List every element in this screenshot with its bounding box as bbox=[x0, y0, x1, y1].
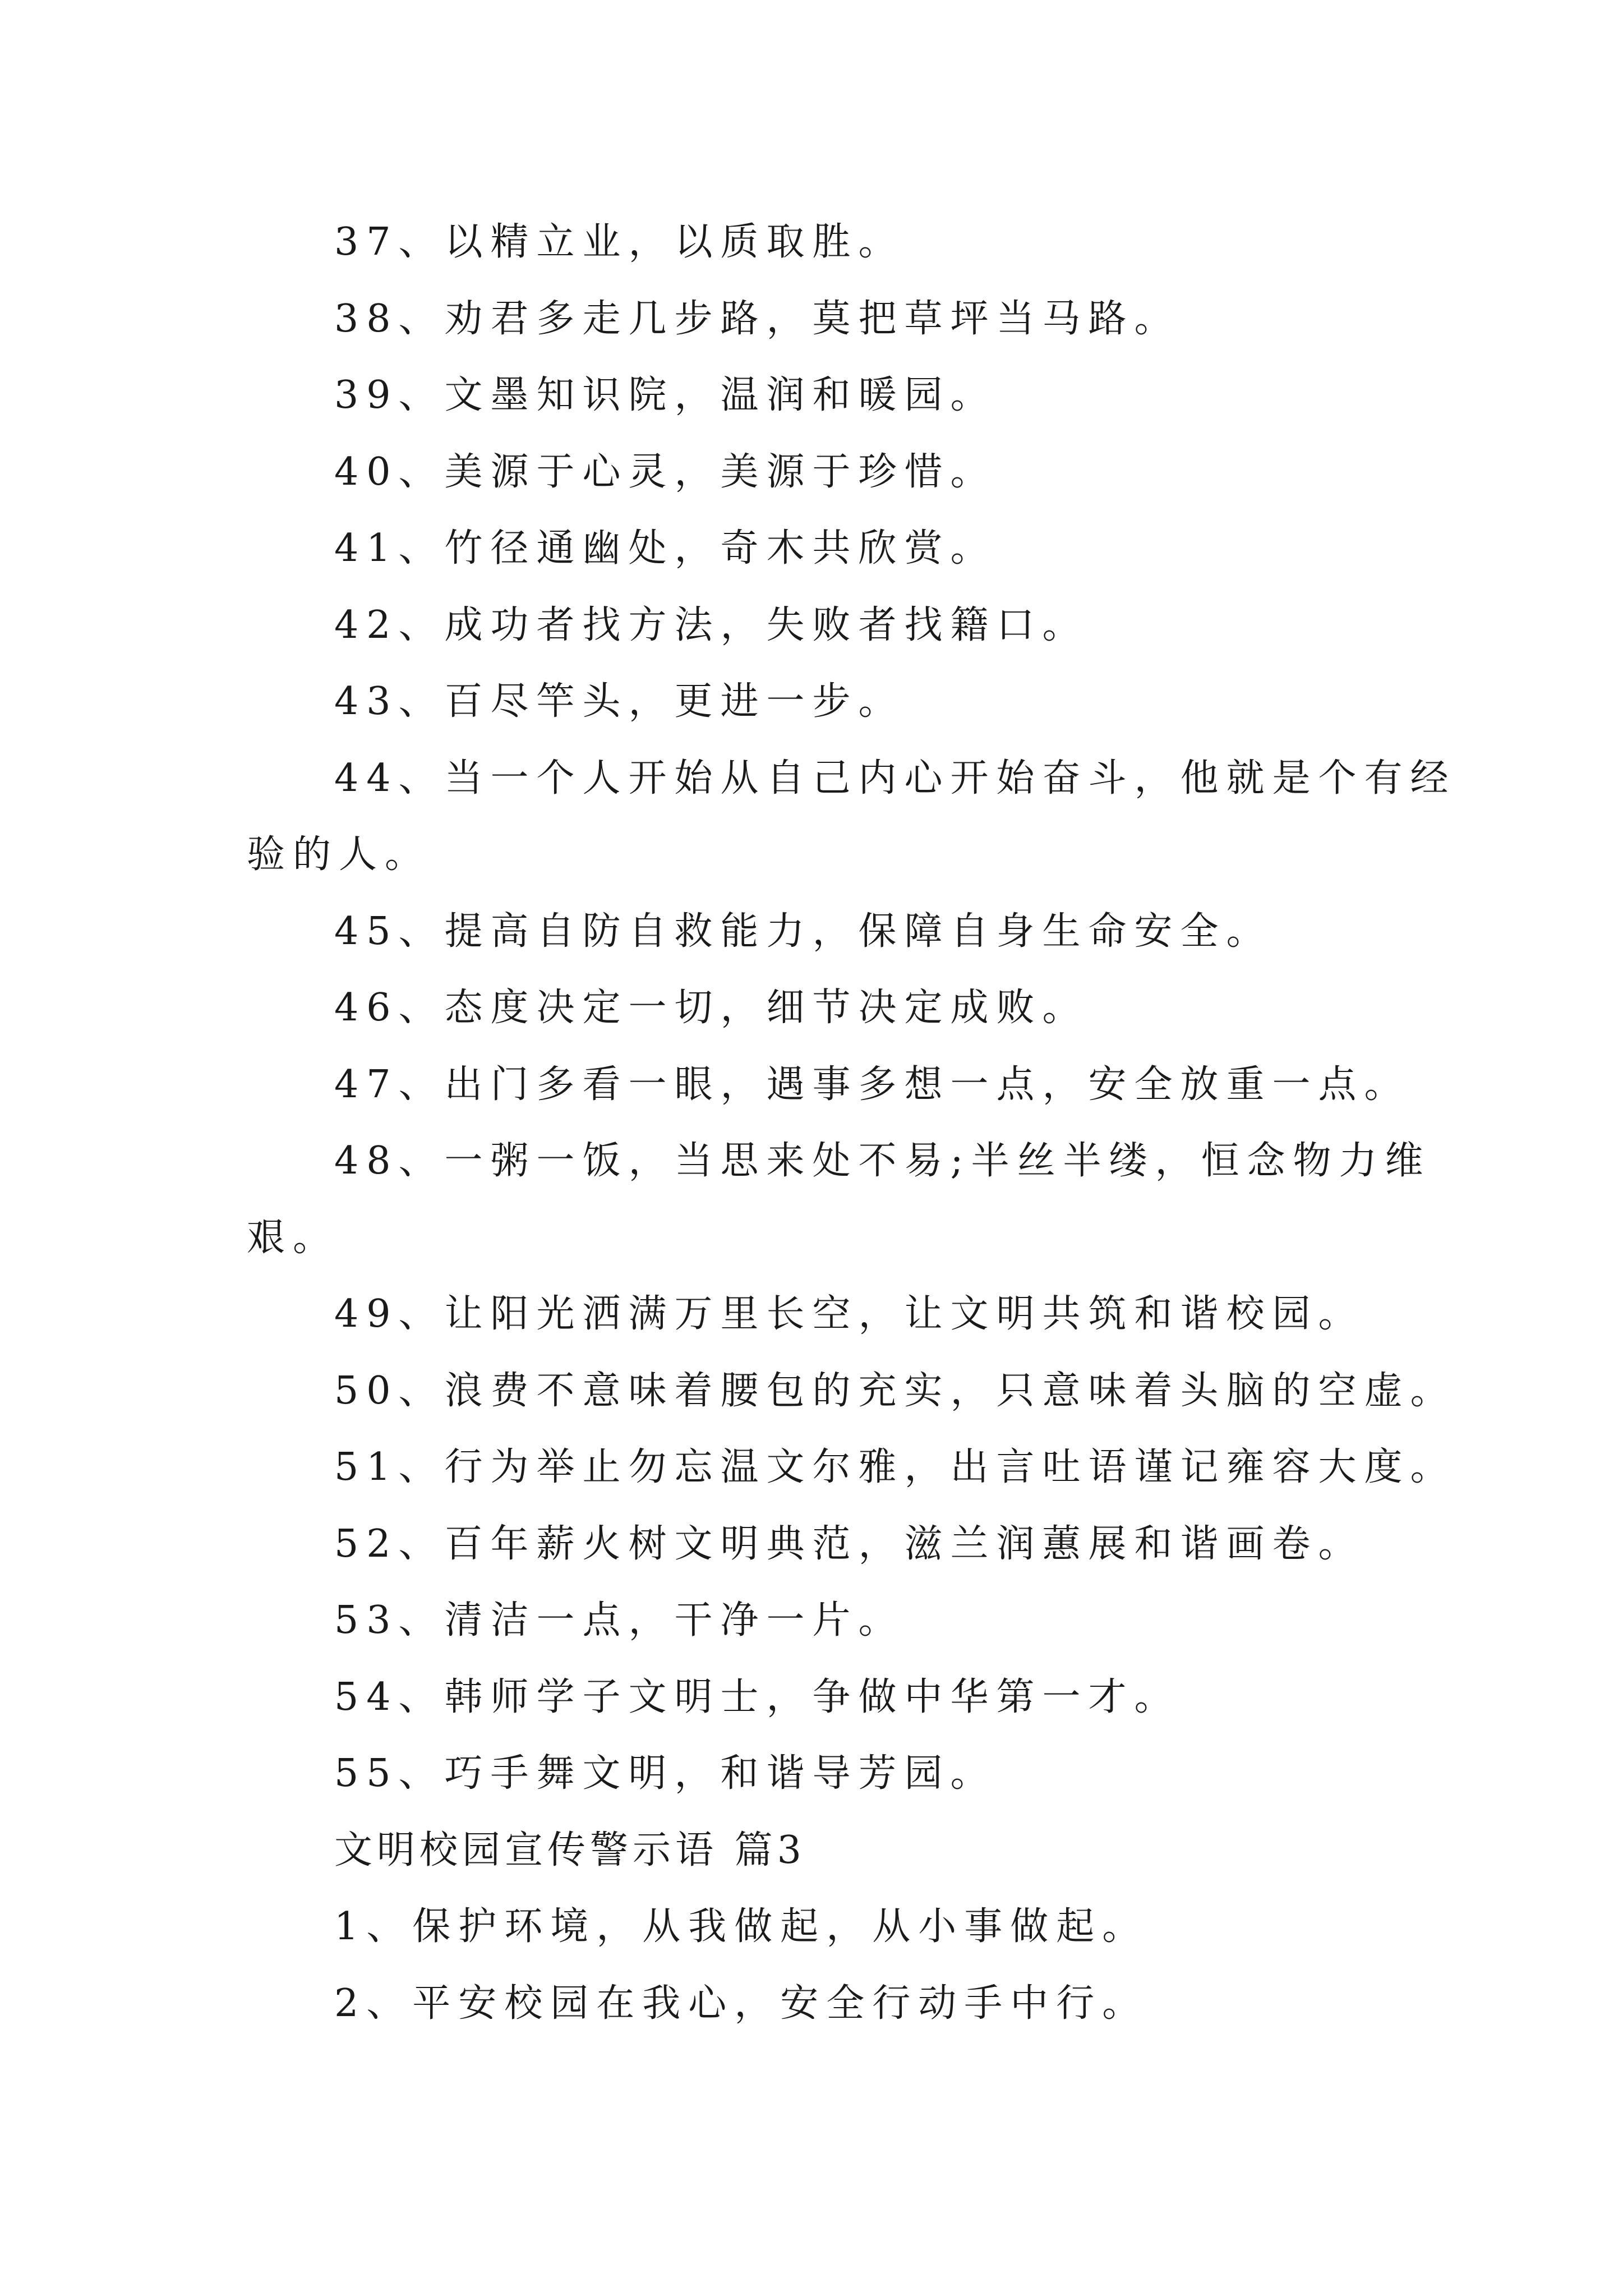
slogan-line: 38、劝君多走几步路，莫把草坪当马路。 bbox=[334, 296, 1181, 341]
slogan-line: 49、让阳光洒满万里长空，让文明共筑和谐校园。 bbox=[334, 1292, 1364, 1336]
slogan-line: 47、出门多看一眼，遇事多想一点，安全放重一点。 bbox=[334, 1062, 1410, 1107]
slogan-line: 48、一粥一饭，当思来处不易;半丝半缕，恒念物力维 bbox=[334, 1139, 1431, 1183]
slogan-line-continuation: 验的人。 bbox=[247, 832, 431, 877]
slogan-line: 51、行为举止勿忘温文尔雅，出言吐语谨记雍容大度。 bbox=[334, 1445, 1456, 1489]
slogan-line: 41、竹径通幽处，奇木共欣赏。 bbox=[334, 526, 997, 570]
slogan-line: 37、以精立业，以质取胜。 bbox=[334, 220, 905, 264]
slogan-line: 50、浪费不意味着腰包的充实，只意味着头脑的空虚。 bbox=[334, 1368, 1456, 1413]
slogan-line: 43、百尽竿头，更进一步。 bbox=[334, 679, 905, 724]
slogan-line: 52、百年薪火树文明典范，滋兰润蕙展和谐画卷。 bbox=[334, 1521, 1364, 1566]
slogan-line: 39、文墨知识院，温润和暖园。 bbox=[334, 373, 997, 417]
slogan-line: 53、清洁一点，干净一片。 bbox=[334, 1598, 905, 1642]
slogan-line: 40、美源于心灵，美源于珍惜。 bbox=[334, 449, 997, 494]
slogan-line: 54、韩师学子文明士，争做中华第一才。 bbox=[334, 1674, 1181, 1719]
slogan-line: 46、态度决定一切，细节决定成败。 bbox=[334, 986, 1089, 1030]
slogan-line: 45、提高自防自救能力，保障自身生命安全。 bbox=[334, 909, 1272, 954]
slogan-line: 44、当一个人开始从自己内心开始奋斗，他就是个有经 bbox=[334, 756, 1456, 800]
slogan-line: 55、巧手舞文明，和谐导芳园。 bbox=[334, 1751, 997, 1796]
slogan-line: 42、成功者找方法，失败者找籍口。 bbox=[334, 602, 1089, 647]
section-heading: 文明校园宣传警示语 篇3 bbox=[334, 1828, 806, 1872]
document-body bbox=[247, 214, 1456, 2052]
slogan-line: 2、平安校园在我心，安全行动手中行。 bbox=[334, 1981, 1149, 2026]
slogan-line: 1、保护环境，从我做起，从小事做起。 bbox=[334, 1904, 1149, 1949]
slogan-line-continuation: 艰。 bbox=[247, 1215, 339, 1260]
